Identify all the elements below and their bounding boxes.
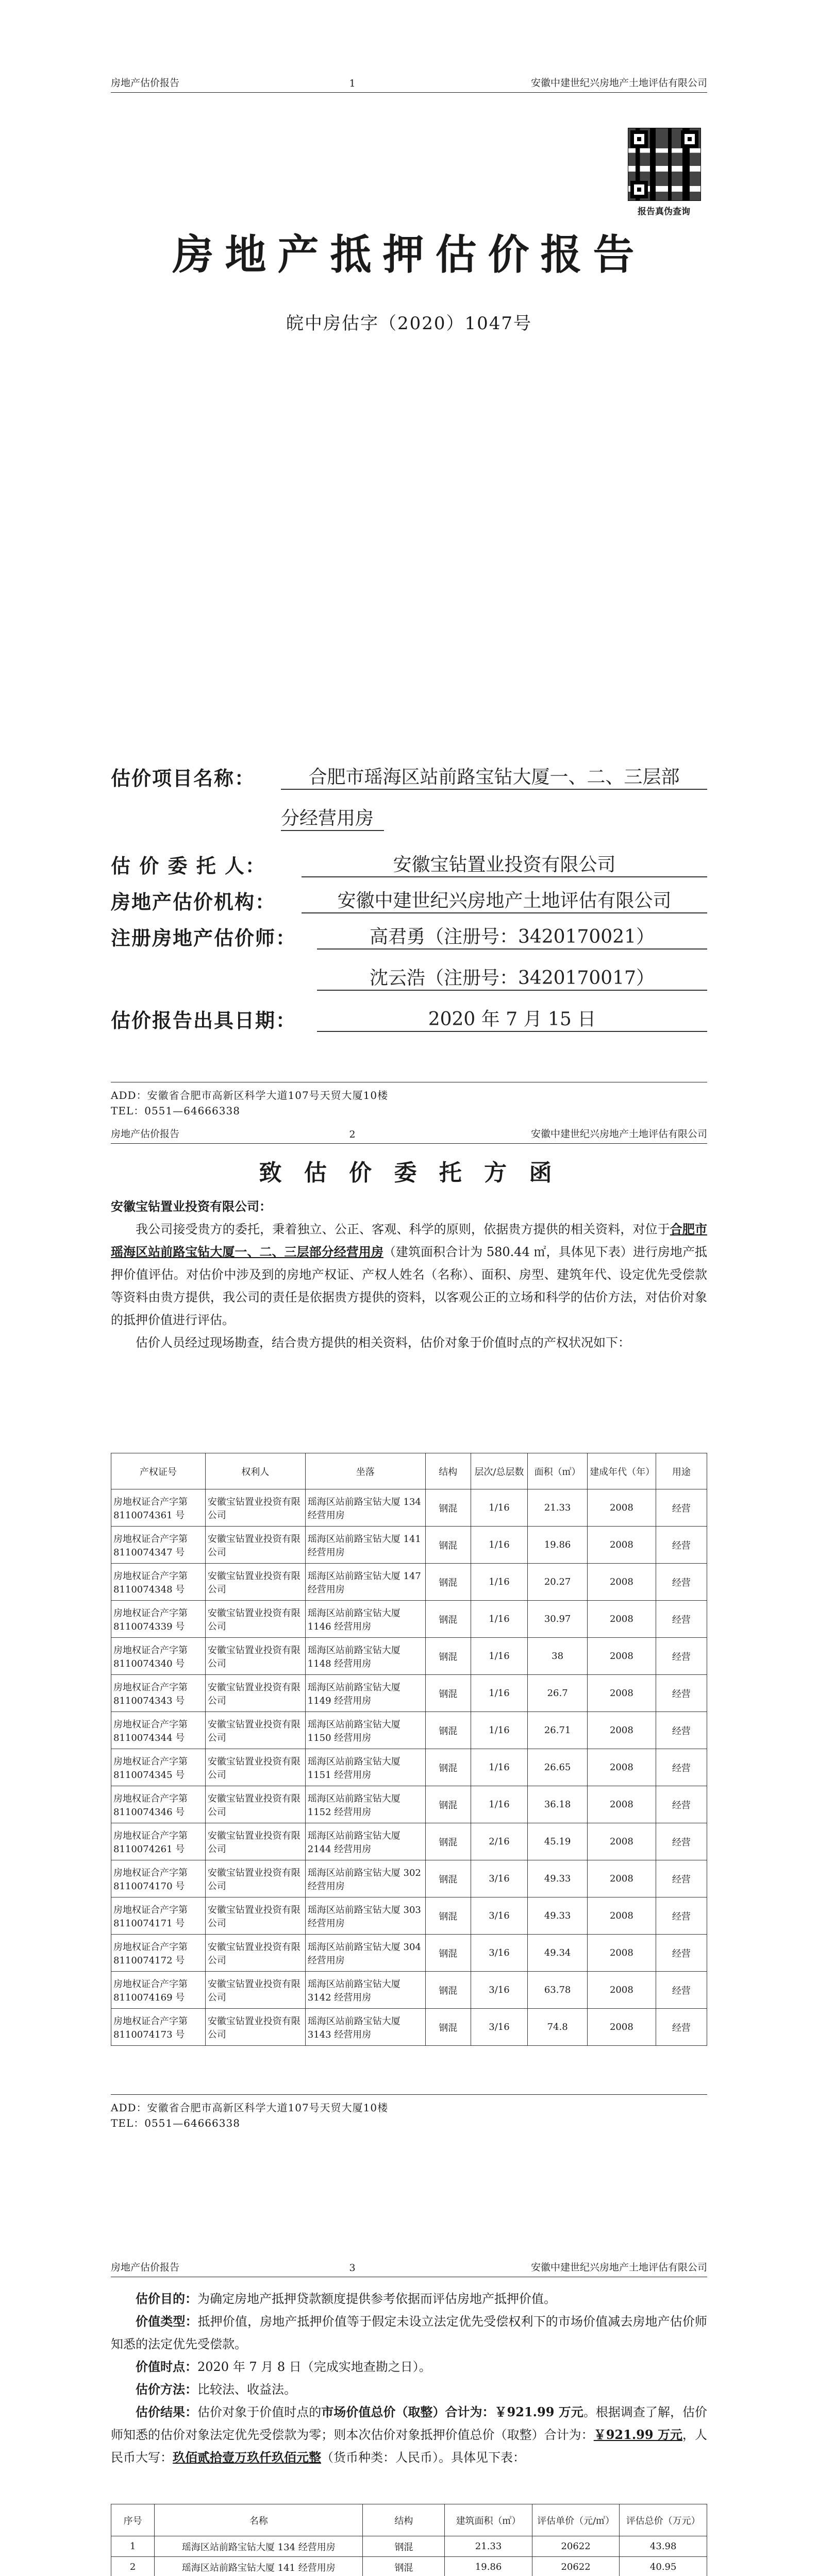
table-cell: 钢混	[425, 1638, 471, 1675]
table-cell: 43.98	[620, 2536, 707, 2557]
table-cell: 26.65	[528, 1749, 588, 1786]
field-issue-date	[111, 1005, 707, 1030]
field-appraiser-2	[111, 963, 707, 989]
table-cell: 20622	[532, 2536, 620, 2557]
table-cell: 2008	[588, 1712, 656, 1749]
table-cell: 瑶海区站前路宝钻大厦 3143 经营用房	[305, 2009, 425, 2046]
table-cell: 经营	[656, 1786, 707, 1823]
column-header: 名称	[155, 2504, 363, 2536]
letter-body	[111, 1195, 707, 1354]
report-number: 皖中房估字（2020）1047号	[286, 313, 532, 334]
table-row	[111, 1527, 707, 1564]
table-cell: 安徽宝钻置业投资有限公司	[205, 1860, 305, 1897]
table-cell: 瑶海区站前路宝钻大厦 303 经营用房	[305, 1897, 425, 1935]
header-right: 安徽中建世纪兴房地产土地评估有限公司	[530, 77, 707, 89]
property-location: 合肥市瑶海区站前路宝钻大厦一、二、三层部分经营用房	[111, 1222, 708, 1259]
table-cell: 21.33	[445, 2536, 532, 2557]
table-cell: 钢混	[425, 1823, 471, 1860]
header-left: 房地产估价报告	[111, 1128, 180, 1140]
field-value: 分经营用房	[281, 804, 384, 831]
table-cell: 1/16	[471, 1564, 527, 1601]
field-label: 估 价 委 托 人：	[111, 854, 266, 877]
table-cell: 3/16	[471, 1935, 527, 1972]
table-cell: 经营	[656, 2009, 707, 2046]
table-cell: 1/16	[471, 1527, 527, 1564]
result-line: 估价结果：估价对象于价值时点的市场价值总价（取整）合计为：￥921.99 万元。根据调查了解，估价师知悉的估价对象法定优先受偿款为零；则本次估价对象抵押价值总价（取整）合计为：￥921.99 万元，人民币大写：玖佰贰拾壹万玖仟玖佰元整（货币种类：人民币）。具体见下表：	[111, 2404, 708, 2465]
table-row	[111, 1897, 707, 1935]
table-cell: 2008	[588, 1675, 656, 1712]
table-cell: 瑶海区站前路宝钻大厦 304 经营用房	[305, 1935, 425, 1972]
table-cell: 1/16	[471, 1489, 527, 1527]
table-row	[111, 1675, 707, 1712]
table-cell: 钢混	[425, 1712, 471, 1749]
table-cell: 63.78	[528, 1972, 588, 2009]
table-cell: 钢混	[425, 1564, 471, 1601]
column-header: 用途	[656, 1453, 707, 1489]
table-cell: 2008	[588, 1638, 656, 1675]
table-cell: 1	[111, 2536, 155, 2557]
table-cell: 安徽宝钻置业投资有限公司	[205, 1601, 305, 1638]
table-cell: 瑶海区站前路宝钻大厦 1150 经营用房	[305, 1712, 425, 1749]
table-cell: 经营	[656, 1749, 707, 1786]
field-label: 注册房地产估价师：	[111, 926, 297, 950]
column-header: 面积（㎡）	[528, 1453, 588, 1489]
field-label: 房地产估价机构：	[111, 890, 276, 913]
table-row	[111, 2536, 707, 2557]
table-cell: 钢混	[363, 2557, 445, 2576]
table-row	[111, 1749, 707, 1786]
table-cell: 1/16	[471, 1786, 527, 1823]
table-cell: 21.33	[528, 1489, 588, 1527]
table-cell: 房地权证合产字第 8110074261 号	[111, 1823, 206, 1860]
table-cell: 3/16	[471, 2009, 527, 2046]
header-right: 安徽中建世纪兴房地产土地评估有限公司	[530, 2262, 707, 2273]
table-cell: 房地权证合产字第 8110074344 号	[111, 1712, 206, 1749]
field-value: 安徽中建世纪兴房地产土地评估有限公司	[302, 886, 707, 913]
column-header: 权利人	[205, 1453, 305, 1489]
value-type-line: 价值类型：抵押价值，房地产抵押价值等于假定未设立法定优先受偿权利下的市场价值减去房地产估价师知悉的法定优先受偿款。	[111, 2314, 708, 2351]
column-header: 评估单价（元/㎡）	[532, 2504, 620, 2536]
header-page-number: 2	[349, 1129, 356, 1140]
table-row	[111, 1823, 707, 1860]
table-cell: 30.97	[528, 1601, 588, 1638]
table-cell: 瑶海区站前路宝钻大厦 134 经营用房	[155, 2536, 363, 2557]
column-header: 结构	[425, 1453, 471, 1489]
table-cell: 安徽宝钻置业投资有限公司	[205, 1564, 305, 1601]
table-row	[111, 1489, 707, 1527]
method-line: 估价方法：比较法、收益法。	[136, 2382, 296, 2397]
table-cell: 安徽宝钻置业投资有限公司	[205, 1527, 305, 1564]
table-row	[111, 1972, 707, 2009]
results-body	[111, 2287, 707, 2469]
table-cell: 49.33	[528, 1897, 588, 1935]
column-header: 结构	[363, 2504, 445, 2536]
table-cell: 安徽宝钻置业投资有限公司	[205, 1675, 305, 1712]
table-cell: 安徽宝钻置业投资有限公司	[205, 1749, 305, 1786]
table-cell: 房地权证合产字第 8110074346 号	[111, 1786, 206, 1823]
footer-address: ADD：安徽省合肥市高新区科学大道107号天贸大厦10楼	[111, 1089, 389, 1101]
table-cell: 45.19	[528, 1823, 588, 1860]
table-row	[111, 1564, 707, 1601]
page-header	[111, 2257, 707, 2277]
table-row	[111, 1601, 707, 1638]
field-client	[111, 850, 707, 876]
table-cell: 瑶海区站前路宝钻大厦 141 经营用房	[155, 2557, 363, 2576]
table-cell: 安徽宝钻置业投资有限公司	[205, 1638, 305, 1675]
table-cell: 钢混	[425, 2009, 471, 2046]
property-table	[111, 1453, 707, 2046]
table-cell: 瑶海区站前路宝钻大厦 302 经营用房	[305, 1860, 425, 1897]
table-cell: 3/16	[471, 1897, 527, 1935]
table-cell: 49.33	[528, 1860, 588, 1897]
table-cell: 瑶海区站前路宝钻大厦 1148 经营用房	[305, 1638, 425, 1675]
footer-tel: TEL：0551—64666338	[111, 2117, 240, 2129]
table-cell: 经营	[656, 1638, 707, 1675]
results-page	[0, 2257, 818, 2576]
table-cell: 瑶海区站前路宝钻大厦 3142 经营用房	[305, 1972, 425, 2009]
table-cell: 1/16	[471, 1712, 527, 1749]
table-cell: 19.86	[445, 2557, 532, 2576]
table-cell: 钢混	[425, 1786, 471, 1823]
table-cell: 瑶海区站前路宝钻大厦 147 经营用房	[305, 1564, 425, 1601]
table-row	[111, 1860, 707, 1897]
table-cell: 38	[528, 1638, 588, 1675]
table-cell: 房地权证合产字第 8110074172 号	[111, 1935, 206, 1972]
table-cell: 安徽宝钻置业投资有限公司	[205, 1897, 305, 1935]
table-cell: 房地权证合产字第 8110074339 号	[111, 1601, 206, 1638]
table-cell: 经营	[656, 1897, 707, 1935]
page-header	[111, 1123, 707, 1144]
table-cell: 钢混	[425, 1935, 471, 1972]
letter-page	[0, 1123, 818, 2195]
footer-address: ADD：安徽省合肥市高新区科学大道107号天贸大厦10楼	[111, 2102, 389, 2114]
table-cell: 19.86	[528, 1527, 588, 1564]
letter-paragraph-1: 我公司接受贵方的委托，秉着独立、公正、客观、科学的原则，依据贵方提供的相关资料，对位于合肥市瑶海区站前路宝钻大厦一、二、三层部分经营用房（建筑面积合计为 580.44 ㎡，具体见下表）进行房地产抵押价值评估。对估价中涉及到的房地产权证、产权人姓名（名称）、面积、房型、建筑年代、设定优先受偿款等资料由贵方提供，我公司的责任是依据贵方提供的资料，以客观公正的立场和科学的估价方法，对估价对象的抵押价值进行评估。	[111, 1222, 708, 1327]
field-label: 估价报告出具日期：	[111, 1009, 297, 1032]
table-cell: 安徽宝钻置业投资有限公司	[205, 1489, 305, 1527]
table-cell: 1/16	[471, 1638, 527, 1675]
amount-in-words: 玖佰贰拾壹万玖仟玖佰元整	[173, 2450, 321, 2465]
table-cell: 瑶海区站前路宝钻大厦 1151 经营用房	[305, 1749, 425, 1786]
column-header: 层次/总层数	[471, 1453, 527, 1489]
table-cell: 2008	[588, 2009, 656, 2046]
table-row	[111, 1638, 707, 1675]
table-cell: 经营	[656, 1564, 707, 1601]
value-table	[111, 2504, 707, 2576]
table-cell: 安徽宝钻置业投资有限公司	[205, 1712, 305, 1749]
table-cell: 2	[111, 2557, 155, 2576]
table-cell: 经营	[656, 1601, 707, 1638]
header-page-number: 3	[349, 2262, 356, 2274]
table-cell: 2008	[588, 1860, 656, 1897]
table-cell: 20622	[532, 2557, 620, 2576]
table-cell: 经营	[656, 1527, 707, 1564]
table-cell: 房地权证合产字第 8110074361 号	[111, 1489, 206, 1527]
table-cell: 钢混	[425, 1972, 471, 2009]
table-cell: 40.95	[620, 2557, 707, 2576]
table-cell: 2008	[588, 1601, 656, 1638]
header-left: 房地产估价报告	[111, 2262, 180, 2273]
table-cell: 2008	[588, 1489, 656, 1527]
table-cell: 2/16	[471, 1823, 527, 1860]
table-cell: 瑶海区站前路宝钻大厦 1152 经营用房	[305, 1786, 425, 1823]
letter-title: 致 估 价 委 托 方 函	[259, 1160, 559, 1186]
table-cell: 房地权证合产字第 8110074348 号	[111, 1564, 206, 1601]
qr-caption: 报告真伪查询	[638, 207, 690, 217]
field-label: 估价项目名称：	[111, 767, 256, 790]
table-cell: 钢混	[425, 1897, 471, 1935]
table-cell: 经营	[656, 1935, 707, 1972]
field-value: 合肥市瑶海区站前路宝钻大厦一、二、三层部	[281, 762, 707, 790]
purpose-line: 估价目的：为确定房地产抵押贷款额度提供参考依据而评估房地产抵押价值。	[136, 2291, 556, 2306]
field-value: 高君勇（注册号：3420170021）	[317, 922, 707, 950]
table-cell: 钢混	[425, 1675, 471, 1712]
table-cell: 2008	[588, 1935, 656, 1972]
table-cell: 3/16	[471, 1860, 527, 1897]
footer-tel: TEL：0551—64666338	[111, 1105, 240, 1117]
value-date-line: 价值时点：2020 年 7 月 8 日（完成实地查勘之日）。	[136, 2359, 431, 2374]
table-cell: 瑶海区站前路宝钻大厦 134 经营用房	[305, 1489, 425, 1527]
table-cell: 房地权证合产字第 8110074170 号	[111, 1860, 206, 1897]
table-header-row	[111, 1453, 707, 1489]
page-footer	[111, 2094, 707, 2131]
table-cell: 20.27	[528, 1564, 588, 1601]
letter-addressee: 安徽宝钻置业投资有限公司：	[111, 1199, 272, 1214]
table-row	[111, 1935, 707, 1972]
header-page-number: 1	[349, 78, 356, 89]
letter-paragraph-2: 估价人员经过现场勘查，结合贵方提供的相关资料，估价对象于价值时点的产权状况如下：	[136, 1335, 630, 1350]
table-cell: 36.18	[528, 1786, 588, 1823]
table-cell: 经营	[656, 1712, 707, 1749]
table-cell: 49.34	[528, 1935, 588, 1972]
table-cell: 经营	[656, 1489, 707, 1527]
page-footer	[111, 1082, 707, 1118]
header-right: 安徽中建世纪兴房地产土地评估有限公司	[530, 1128, 707, 1140]
table-cell: 钢混	[425, 1527, 471, 1564]
table-row	[111, 2009, 707, 2046]
table-cell: 经营	[656, 1823, 707, 1860]
table-cell: 经营	[656, 1675, 707, 1712]
table-cell: 经营	[656, 1860, 707, 1897]
table-cell: 钢混	[425, 1601, 471, 1638]
table-cell: 安徽宝钻置业投资有限公司	[205, 2009, 305, 2046]
column-header: 建成年代（年）	[588, 1453, 656, 1489]
field-value: 2020 年 7 月 15 日	[317, 1005, 707, 1032]
table-cell: 经营	[656, 1972, 707, 2009]
table-cell: 2008	[588, 1823, 656, 1860]
header-left: 房地产估价报告	[111, 77, 180, 89]
table-cell: 钢混	[425, 1860, 471, 1897]
table-cell: 2008	[588, 1897, 656, 1935]
table-cell: 瑶海区站前路宝钻大厦 2144 经营用房	[305, 1823, 425, 1860]
table-cell: 钢混	[425, 1749, 471, 1786]
table-header-row	[111, 2504, 707, 2536]
table-cell: 1/16	[471, 1601, 527, 1638]
table-cell: 钢混	[363, 2536, 445, 2557]
table-cell: 房地权证合产字第 8110074345 号	[111, 1749, 206, 1786]
table-cell: 房地权证合产字第 8110074343 号	[111, 1675, 206, 1712]
field-agency	[111, 886, 707, 912]
table-cell: 房地权证合产字第 8110074347 号	[111, 1527, 206, 1564]
table-cell: 安徽宝钻置业投资有限公司	[205, 1972, 305, 2009]
cover-page	[0, 0, 818, 1117]
market-value-total: 市场价值总价（取整）合计为：￥921.99 万元	[321, 2404, 583, 2419]
table-cell: 房地权证合产字第 8110074169 号	[111, 1972, 206, 2009]
table-cell: 3/16	[471, 1972, 527, 2009]
table-cell: 26.71	[528, 1712, 588, 1749]
qr-code	[628, 128, 701, 201]
table-cell: 安徽宝钻置业投资有限公司	[205, 1935, 305, 1972]
table-cell: 房地权证合产字第 8110074171 号	[111, 1897, 206, 1935]
table-cell: 2008	[588, 1527, 656, 1564]
table-row	[111, 2557, 707, 2576]
table-cell: 74.8	[528, 2009, 588, 2046]
field-project-name-cont	[111, 804, 707, 829]
table-cell: 房地权证合产字第 8110074340 号	[111, 1638, 206, 1675]
table-cell: 2008	[588, 1972, 656, 2009]
column-header: 评估总价（万元）	[620, 2504, 707, 2536]
table-row	[111, 1786, 707, 1823]
field-value: 安徽宝钻置业投资有限公司	[302, 850, 707, 877]
table-cell: 瑶海区站前路宝钻大厦 141 经营用房	[305, 1527, 425, 1564]
mortgage-value-total: ￥921.99 万元	[593, 2427, 682, 2442]
page-header	[111, 72, 707, 93]
table-cell: 安徽宝钻置业投资有限公司	[205, 1786, 305, 1823]
table-cell: 瑶海区站前路宝钻大厦 1146 经营用房	[305, 1601, 425, 1638]
table-cell: 瑶海区站前路宝钻大厦 1149 经营用房	[305, 1675, 425, 1712]
table-cell: 2008	[588, 1749, 656, 1786]
table-cell: 1/16	[471, 1749, 527, 1786]
column-header: 建筑面积（㎡）	[445, 2504, 532, 2536]
field-appraiser	[111, 922, 707, 948]
table-cell: 钢混	[425, 1489, 471, 1527]
table-cell: 1/16	[471, 1675, 527, 1712]
table-cell: 2008	[588, 1786, 656, 1823]
field-project-name	[111, 762, 707, 788]
column-header: 序号	[111, 2504, 155, 2536]
column-header: 产权证号	[111, 1453, 206, 1489]
table-cell: 2008	[588, 1564, 656, 1601]
table-cell: 安徽宝钻置业投资有限公司	[205, 1823, 305, 1860]
report-title: 房地产抵押估价报告	[172, 230, 646, 279]
field-value: 沈云浩（注册号：3420170017）	[317, 963, 707, 991]
table-cell: 26.7	[528, 1675, 588, 1712]
table-row	[111, 1712, 707, 1749]
table-cell: 房地权证合产字第 8110074173 号	[111, 2009, 206, 2046]
column-header: 坐落	[305, 1453, 425, 1489]
